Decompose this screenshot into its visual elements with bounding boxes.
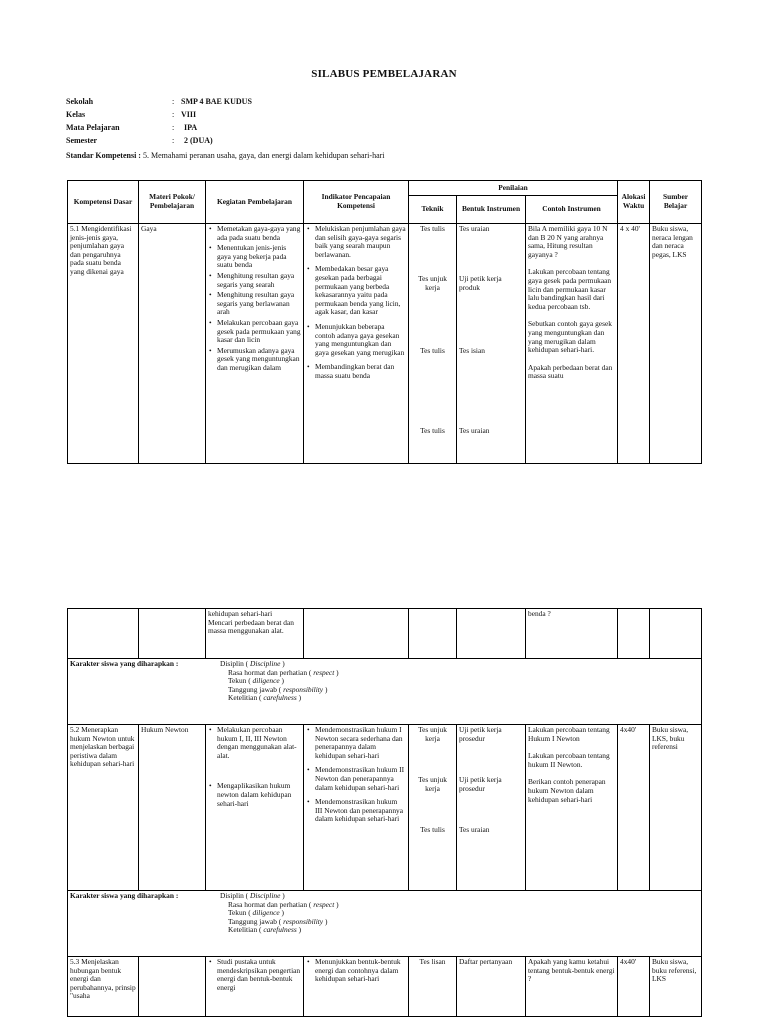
list-item: • Studi pustaka untuk mendeskripsikan pengertian energi dan bentuk-bentuk energi (217, 958, 301, 992)
table-row (68, 224, 702, 464)
kegiatan-cell (206, 957, 304, 1017)
bentuk-item: Tes uraian (459, 825, 490, 834)
contoh-cell: benda ? (526, 609, 618, 659)
bentuk-item: Tes isian (459, 346, 485, 355)
list-item: • Mendemonstrasikan hukum I Newton secara sederhana dan penerapannya dalam kehidupan sehari-hari (315, 726, 406, 760)
syllabus-table (67, 180, 702, 464)
header-sumber: Sumber Belajar (650, 181, 702, 224)
list-item: • Mendemonstrasikan hukum II Newton dan penerapannya dalam kehidupan sehari-hari (315, 766, 406, 792)
kegiatan-cell (206, 609, 304, 659)
list-item: • Memetakan gaya-gaya yang ada pada suatu benda (217, 225, 301, 242)
colon: : (172, 110, 175, 119)
karakter-item: Ketelitian ( carefulness ) (228, 925, 302, 935)
list-item: • Mengaplikasikan hukum newton dalam kehidupan sehari-hari (217, 782, 301, 808)
karakter-item: Rasa hormat dan perhatian ( respect ) (228, 667, 339, 677)
table-row (68, 725, 702, 891)
mapel-value: IPA (184, 123, 198, 132)
contoh-cell: Apakah yang kamu ketahui tentang bentuk-bentuk energi ? (526, 957, 618, 1017)
contoh-cell (526, 725, 618, 891)
teknik-cell: Tes lisan (409, 957, 457, 1017)
karakter-item: Tanggung jawab ( responsibility ) (228, 684, 328, 694)
table-row (68, 609, 702, 659)
kelas-label: Kelas (66, 110, 86, 119)
list-item: • Melakukan percobaan gaya gesek pada permukaan yang kasar dan licin (217, 319, 301, 345)
header-indikator: Indikator Pencapaian Kompetensi (304, 181, 409, 224)
kegiatan-cell (206, 224, 304, 464)
header-kegiatan: Kegiatan Pembelajaran (206, 181, 304, 224)
list-item: • Menghitung resultan gaya segaris yang berlawanan arah (217, 291, 301, 317)
sumber-cell: Buku siswa, neraca lengan dan neraca pegas, LKS (650, 224, 702, 464)
sekolah-label: Sekolah (66, 97, 94, 106)
kd-cell: 5.3 Menjelaskan hubungan bentuk energi dan perubahannya, prinsip "usaha (68, 957, 139, 1017)
sk-value: 5. Memahami peranan usaha, gaya, dan energi dalam kehidupan sehari-hari (142, 151, 385, 160)
table-row (68, 957, 702, 1017)
teknik-item: Tes unjuk kerja (418, 274, 447, 292)
header-materi: Materi Pokok/ Pembelajaran (139, 181, 206, 224)
bentuk-item: Tes uraian (459, 426, 490, 435)
karakter-item: Disiplin ( Discipline ) (220, 892, 285, 900)
indikator-cell (304, 224, 409, 464)
list-item: • Mendemonstrasikan hukum III Newton dan penerapannya dalam kehidupan sehari-hari (315, 798, 406, 824)
semester-row (66, 136, 466, 146)
colon: : (172, 97, 175, 106)
teknik-cell (409, 725, 457, 891)
kd-cell: 5.2 Menerapkan hukum Newton untuk menjelaskan berbagai peristiwa dalam kehidupan sehari-hari (68, 725, 139, 891)
bentuk-cell: Daftar pertanyaan (457, 957, 526, 1017)
semester-label: Semester (66, 136, 98, 145)
list-item: • Menunjukkan bentuk-bentuk energi dan contohnya dalam kehidupan sehari-hari (315, 958, 406, 984)
bentuk-item: Uji petik kerja prosedur (459, 775, 502, 793)
karakter-row (68, 659, 702, 725)
syllabus-table-continued (67, 608, 702, 1017)
contoh-item: Bila A memiliki gaya 10 N dan B 20 N yang arahnya sama, Hitung resultan gayanya ? (528, 224, 608, 259)
semester-value: 2 (DUA) (184, 136, 213, 145)
contoh-item: Lakukan percobaan tentang Hukum I Newton (528, 725, 610, 743)
kegiatan-cont: kehidupan sehari-hari (208, 609, 273, 618)
colon: : (172, 123, 175, 132)
list-item: • Melukiskan penjumlahan gaya dan selisih gaya-gaya segaris baik yang searah maupun berlawanan. (315, 225, 406, 259)
list-item: • Menunjukkan beberapa contoh adanya gaya gesekan yang menguntungkan dan gaya gesekan yang merugikan (315, 323, 406, 357)
page-title: SILABUS PEMBELAJARAN (311, 68, 457, 80)
sumber-cell: Buku siswa, LKS, buku referensi (650, 725, 702, 891)
bentuk-cell (457, 224, 526, 464)
header-alokasi: Alokasi Waktu (618, 181, 650, 224)
sumber-cell: Buku siswa, buku referensi, LKS (650, 957, 702, 1017)
karakter-item: Disiplin ( Discipline ) (220, 660, 285, 668)
kegiatan-extra: Mencari perbedaan berat dan massa menggunakan alat. (208, 617, 294, 636)
contoh-item: Lakukan percobaan tentang hukum II Newton. (528, 751, 610, 769)
karakter-label: Karakter siswa yang diharapkan : (70, 660, 179, 668)
header-kompetensi: Kompetensi Dasar (68, 181, 139, 224)
mapel-row (66, 123, 466, 133)
teknik-item: Tes tulis (420, 346, 445, 355)
karakter-item: Ketelitian ( carefulness ) (228, 693, 302, 703)
header-penilaian: Penilaian (409, 181, 618, 196)
header-contoh: Contoh Instrumen (526, 196, 618, 224)
bentuk-item: Tes uraian (459, 224, 490, 233)
mapel-label: Mata Pelajaran (66, 123, 120, 132)
kegiatan-cell (206, 725, 304, 891)
contoh-item: Berikan contoh penerapan hukum Newton dalam kehidupan sehari-hari (528, 777, 606, 804)
indikator-cell (304, 957, 409, 1017)
teknik-item: Tes tulis (420, 825, 445, 834)
kelas-value: VIII (181, 110, 197, 119)
list-item: • Melakukan percobaan hukum I, II, III Newton dengan menggunakan alat-alat. (217, 726, 301, 760)
karakter-item: Tekun ( diligence ) (228, 908, 284, 918)
materi-cell (139, 957, 206, 1017)
header-bentuk: Bentuk Instrumen (457, 196, 526, 224)
karakter-row (68, 891, 702, 957)
teknik-item: Tes tulis (420, 426, 445, 435)
list-item: • Membedakan besar gaya gesekan pada berbagai permukaan yang berbeda kekasarannya yaitu pada permukaan benda yang licin, agak kasar, dan kasar (315, 265, 406, 317)
bentuk-item: Uji petik kerja prosedur (459, 725, 502, 743)
header-info (66, 97, 466, 149)
karakter-values (220, 892, 699, 935)
materi-cell: Hukum Newton (139, 725, 206, 891)
kd-cell: 5.1 Mengidentifikasi jenis-jenis gaya, penjumlahan gaya dan pengaruhnya pada suatu benda yang dikenai gaya (68, 224, 139, 464)
teknik-cell (409, 224, 457, 464)
list-item: • Merumuskan adanya gaya gesek yang menguntungkan dan merugikan dalam (217, 347, 301, 373)
alokasi-cell: 4x40' (618, 957, 650, 1017)
kelas-row (66, 110, 466, 120)
karakter-item: Rasa hormat dan perhatian ( respect ) (228, 899, 339, 909)
list-item: • Menghitung resultan gaya segaris yang searah (217, 272, 301, 289)
sk-label: Standar Kompetensi : (66, 151, 141, 160)
bentuk-cell (457, 725, 526, 891)
materi-cell: Gaya (139, 224, 206, 464)
header-teknik: Teknik (409, 196, 457, 224)
karakter-item: Tanggung jawab ( responsibility ) (228, 916, 328, 926)
karakter-label: Karakter siswa yang diharapkan : (70, 892, 179, 900)
contoh-item: Lakukan percobaan tentang gaya gesek pada permukaan licin dan permukaan kasar lalu bandingkan hasil dari kedua percobaan tsb. (528, 267, 612, 311)
indikator-cell (304, 725, 409, 891)
alokasi-cell: 4x40' (618, 725, 650, 891)
standar-kompetensi (66, 151, 706, 161)
karakter-item: Tekun ( diligence ) (228, 676, 284, 686)
contoh-cell (526, 224, 618, 464)
list-item: • Menentukan jenis-jenis gaya yang bekerja pada suatu benda (217, 244, 301, 270)
karakter-values (220, 660, 699, 703)
teknik-item: Tes tulis (420, 224, 445, 233)
sekolah-value: SMP 4 BAE KUDUS (181, 97, 252, 106)
alokasi-cell: 4 x 40' (618, 224, 650, 464)
contoh-item: Apakah perbedaan berat dan massa suatu (528, 362, 613, 381)
list-item: • Membandingkan berat dan massa suatu benda (315, 363, 406, 380)
bentuk-item: Uji petik kerja produk (459, 274, 502, 292)
teknik-item: Tes unjuk kerja (418, 775, 447, 793)
colon: : (172, 136, 175, 145)
teknik-item: Tes unjuk kerja (418, 725, 447, 743)
sekolah-row (66, 97, 466, 107)
contoh-item: Sebutkan contoh gaya gesek yang menguntungkan dan yang merugikan dalam kehidupan sehari-hari. (528, 319, 612, 355)
